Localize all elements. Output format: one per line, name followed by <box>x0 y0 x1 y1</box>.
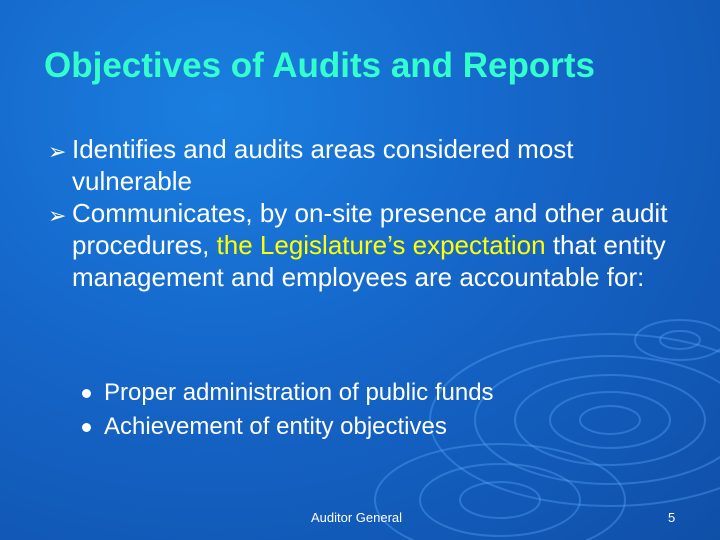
sub-bullet-item <box>82 376 642 410</box>
sub-bullet-text: Proper administration of public funds <box>104 379 494 406</box>
bullet-text: that entity management and employees are accountable for: <box>72 230 666 292</box>
bullet-list <box>48 133 668 293</box>
bullet-text: Communicates, by on-site presence and other audit procedures, <box>72 198 668 260</box>
arrow-bullet-icon: ➢ <box>48 139 67 164</box>
dot-bullet-icon <box>82 423 91 432</box>
page-number: 5 <box>668 510 676 525</box>
arrow-bullet-icon: ➢ <box>48 203 67 228</box>
bullet-item <box>48 133 668 197</box>
sub-bullet-text: Achievement of entity objectives <box>104 413 447 440</box>
slide-title: Objectives of Audits and Reports <box>44 46 596 85</box>
footer-label: Auditor General <box>311 510 403 525</box>
bullet-text: Identifies and audits areas considered most vulnerable <box>72 134 574 196</box>
bullet-item <box>48 197 668 293</box>
sub-bullet-list <box>82 376 642 444</box>
dot-bullet-icon <box>82 389 91 398</box>
highlighted-text: the Legislature’s expectation <box>216 230 546 260</box>
sub-bullet-item <box>82 410 642 444</box>
